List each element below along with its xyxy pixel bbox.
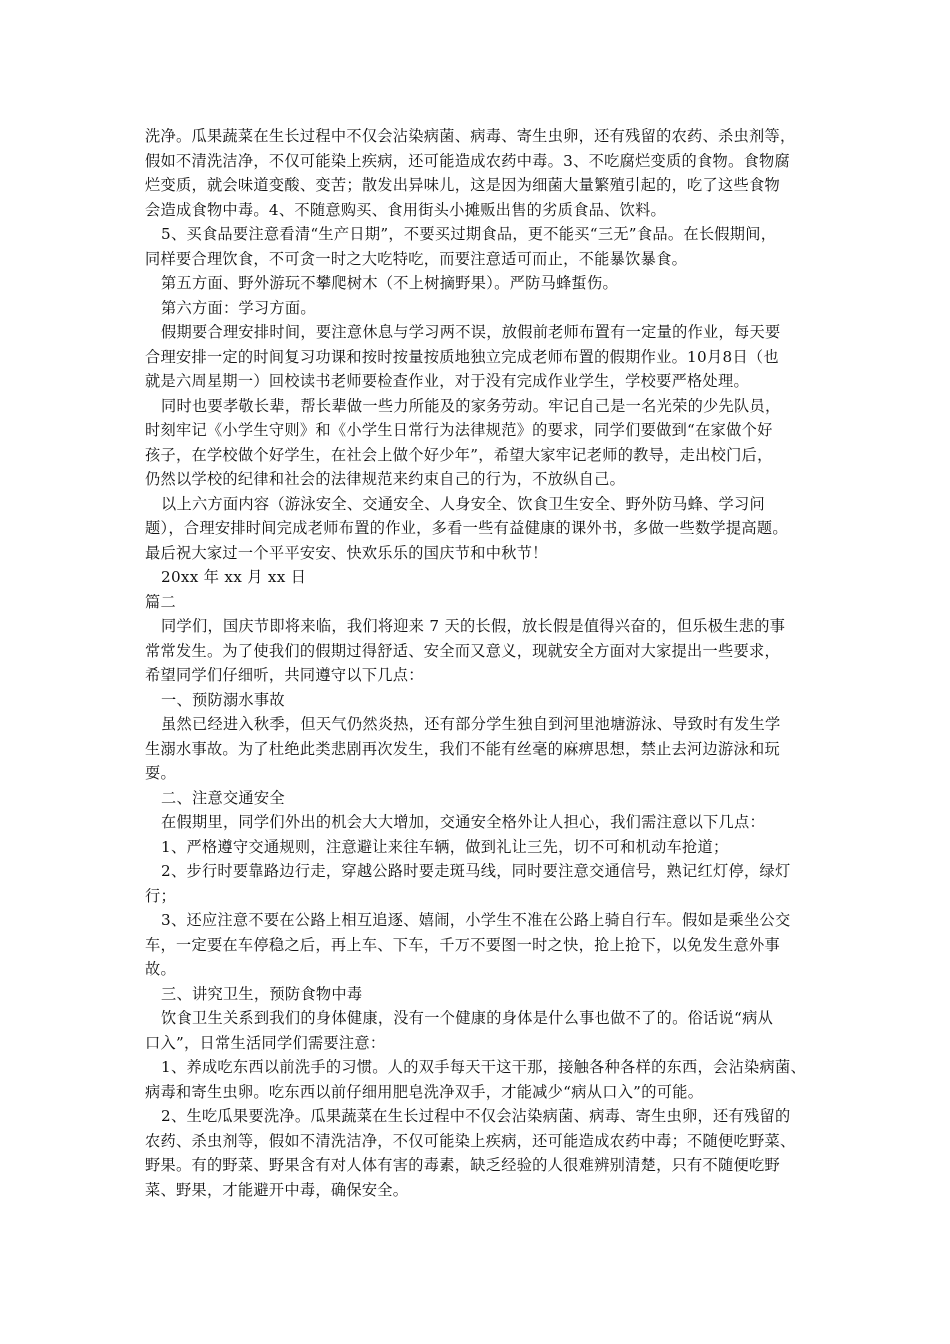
text-line: 野果。有的野菜、野果含有对人体有害的毒素，缺乏经验的人很难辨别清楚，只有不随便吃野 [145,1156,780,1174]
text-line: 2、步行时要靠路边行走，穿越公路时要走斑马线，同时要注意交通信号，熟记红灯停，绿灯 [161,862,791,880]
text-line: 第五方面、野外游玩不攀爬树木（不上树摘野果）。严防马蜂蜇伤。 [161,274,619,292]
text-line: 洗净。瓜果蔬菜在生长过程中不仅会沾染病菌、病毒、寄生虫卵，还有残留的农药、杀虫剂等， [145,127,796,145]
text-line: 合理安排一定的时间复习功课和按时按量按质地独立完成老师布置的假期作业。10月8日（也 [145,347,779,366]
document-body [145,124,817,1202]
text-line: 希望同学们仔细听，共同遵守以下几点： [145,666,424,684]
text-line: 耍。 [145,764,176,782]
text-line: 1、严格遵守交通规则，注意避让来往车辆，做到礼让三先，切不可和机动车抢道； [161,837,729,856]
text-line: 车，一定要在车停稳之后，再上车、下车，千万不要图一时之快，抢上抢下，以免发生意外事 [145,935,780,954]
text-line: 饮食卫生关系到我们的身体健康，没有一个健康的身体是什么事也做不了的。俗话说“病从 [161,1009,774,1027]
text-line: 仍然以学校的纪律和社会的法律规范来约束自己的行为，不放纵自己。 [145,470,626,488]
text-line: 三、讲究卫生，预防食物中毒 [161,984,363,1003]
text-line: 孩子，在学校做个好学生，在社会上做个好少年”，希望大家牢记老师的教导，走出校门后， [145,445,773,464]
text-line: 会造成食物中毒。4、不随意购买、食用街头小摊贩出售的劣质食品、饮料。 [145,200,667,219]
text-line: 烂变质，就会味道变酸、变苦；散发出异味儿，这是因为细菌大量繁殖引起的，吃了这些食物 [145,176,780,194]
text-line: 1、养成吃东西以前洗手的习惯。人的双手每天干这干那，接触各种各样的东西，会沾染病菌、 [161,1058,806,1076]
text-line: 2、生吃瓜果要洗净。瓜果蔬菜在生长过程中不仅会沾染病菌、病毒、寄生虫卵，还有残留的 [161,1107,791,1125]
text-line: 常常发生。为了使我们的假期过得舒适、安全而又意义，现就安全方面对大家提出一些要求， [145,641,780,660]
text-line: 篇二 [145,592,176,611]
text-line: 假如不清洗洁净，不仅可能染上疾病，还可能造成农药中毒。3、不吃腐烂变质的食物。食物腐 [145,151,790,170]
text-line: 口入”，日常生活同学们需要注意： [145,1033,386,1052]
text-line: 最后祝大家过一个平平安安、快欢乐乐的国庆节和中秋节！ [145,543,548,562]
text-line: 同学们，国庆节即将来临，我们将迎来 7 天的长假，放长假是值得兴奋的，但乐极生悲的事 [161,617,786,635]
text-line: 故。 [145,960,176,978]
text-line: 一、预防溺水事故 [161,690,285,709]
text-line: 病毒和寄生虫卵。吃东西以前仔细用肥皂洗净双手，才能减少“病从口入”的可能。 [145,1082,704,1101]
text-line: 假期要合理安排时间，要注意休息与学习两不误，放假前老师布置有一定量的作业，每天要 [161,323,781,341]
text-line: 同时也要孝敬长辈，帮长辈做一些力所能及的家务劳动。牢记自己是一名光荣的少先队员， [161,396,781,415]
text-line: 生溺水事故。为了杜绝此类悲剧再次发生，我们不能有丝毫的麻痹思想，禁止去河边游泳和玩 [145,739,780,758]
text-line: 菜、野果，才能避开中毒，确保安全。 [145,1180,409,1199]
text-line: 20xx 年 xx 月 xx 日 [161,568,307,586]
text-line: 3、还应注意不要在公路上相互追逐、嬉闹，小学生不准在公路上骑自行车。假如是乘坐公交 [161,911,791,929]
text-line: 5、买食品要注意看清“生产日期”，不要买过期食品，更不能买“三无”食品。在长假期间， [161,225,777,243]
text-line: 二、注意交通安全 [161,788,285,807]
text-line: 第六方面：学习方面。 [161,298,316,317]
text-line: 就是六周星期一）回校读书老师要检查作业，对于没有完成作业学生，学校要严格处理。 [145,372,750,390]
text-line: 题），合理安排时间完成老师布置的作业，多看一些有益健康的课外书，多做一些数学提高题。 [145,519,788,537]
text-line: 虽然已经进入秋季，但天气仍然炎热，还有部分学生独自到河里池塘游泳、导致时有发生学 [161,715,781,733]
text-line: 行； [145,886,176,905]
text-line: 以上六方面内容（游泳安全、交通安全、人身安全、饮食卫生安全、野外防马蜂、学习问 [161,494,766,513]
text-line: 同样要合理饮食，不可贪一时之大吃特吃，而要注意适可而止，不能暴饮暴食。 [145,249,688,268]
text-line: 时刻牢记《小学生守则》和《小学生日常行为法律规范》的要求，同学们要做到“在家做个好 [145,421,773,439]
text-line: 农药、杀虫剂等，假如不清洗洁净，不仅可能染上疾病，还可能造成农药中毒；不随便吃野菜、 [145,1131,796,1150]
text-line: 在假期里，同学们外出的机会大大增加，交通安全格外让人担心，我们需注意以下几点： [161,813,766,831]
